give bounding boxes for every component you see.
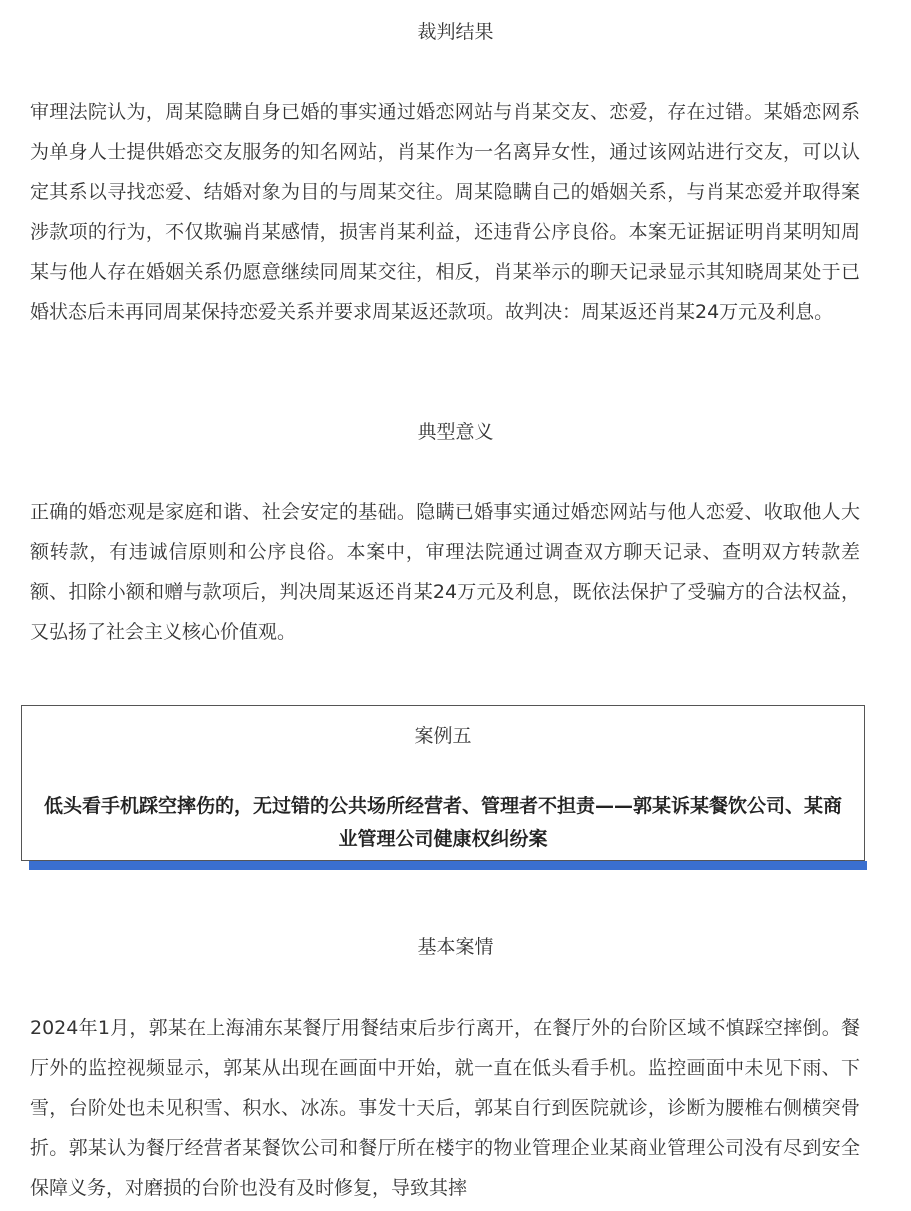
verdict-section-title: 裁判结果 [417, 21, 494, 43]
basic-facts-paragraph: 2024年1月，郭某在上海浦东某餐厅用餐结束后步行离开，在餐厅外的台阶区域不慎踩空摔倒。餐厅外的监控视频显示，郭某从出现在画面中开始，就一直在低头看手机。监控画面中未见下雨、下雪，台阶处也未见积雪、积水、冰冻。事发十天后，郭某自行到医院就诊，诊断为腰椎右侧横突骨折。郭某认为餐厅经营者某餐饮公司和餐厅所在楼宇的物业管理企业某商业管理公司没有尽到安全保障义务，对磨损的台阶也没有及时修复，导致其摔 [30, 1017, 860, 1199]
case-label: 案例五 [414, 725, 472, 747]
significance-paragraph: 正确的婚恋观是家庭和谐、社会安定的基础。隐瞒已婚事实通过婚恋网站与他人恋爱、收取他人大额转款，有违诚信原则和公序良俗。本案中，审理法院通过调查双方聊天记录、查明双方转款差额、扣除小额和赠与款项后，判决周某返还肖某24万元及利息，既依法保护了受骗方的合法权益，又弘扬了社会主义核心价值观。 [30, 501, 860, 643]
case-box-accent-bar [29, 861, 867, 870]
significance-section-title: 典型意义 [417, 421, 494, 443]
case-five-box [21, 705, 865, 861]
basic-facts-section-title: 基本案情 [417, 936, 494, 958]
case-heading: 低头看手机踩空摔伤的，无过错的公共场所经营者、管理者不担责——郭某诉某餐饮公司、某商业管理公司健康权纠纷案 [43, 795, 842, 850]
verdict-paragraph: 审理法院认为，周某隐瞒自身已婚的事实通过婚恋网站与肖某交友、恋爱，存在过错。某婚恋网系为单身人士提供婚恋交友服务的知名网站，肖某作为一名离异女性，通过该网站进行交友，可以认定其系以寻找恋爱、结婚对象为目的与周某交往。周某隐瞒自己的婚姻关系，与肖某恋爱并取得案涉款项的行为，不仅欺骗肖某感情，损害肖某利益，还违背公序良俗。本案无证据证明肖某明知周某与他人存在婚姻关系仍愿意继续同周某交往，相反，肖某举示的聊天记录显示其知晓周某处于已婚状态后未再同周某保持恋爱关系并要求周某返还款项。故判决：周某返还肖某24万元及利息。 [30, 101, 860, 323]
